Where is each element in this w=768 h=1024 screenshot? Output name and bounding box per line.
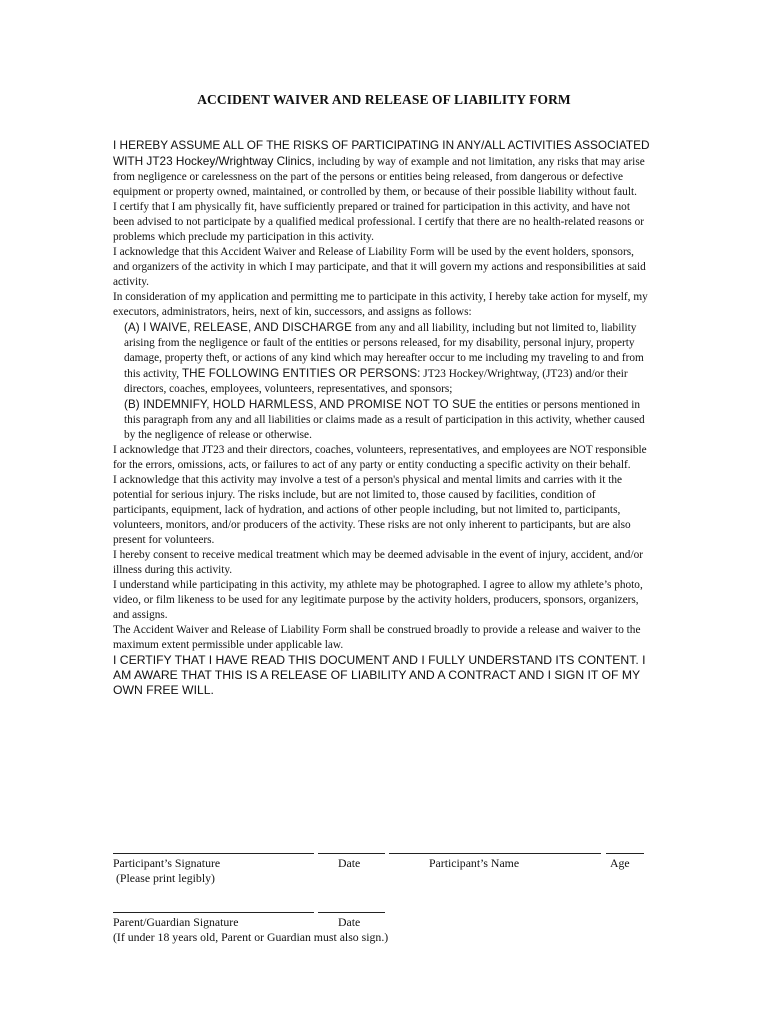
paragraph-construed-broadly: The Accident Waiver and Release of Liability Form shall be construed broadly to provide a release and waiver to the maximum extent permissible under applicable law. [113,624,641,651]
paragraph-not-responsible: I acknowledge that JT23 and their directors, coaches, volunteers, representatives, and employees are NOT responsible for the errors, omissions, acts, or failures to act of any party or entity conducting a specific activity on their behalf. [113,444,647,471]
guardian-signature-label: Parent/Guardian Signature [113,915,239,929]
participant-signature-label: Participant’s Signature [113,856,221,870]
paragraph-certification: I CERTIFY THAT I HAVE READ THIS DOCUMENT AND I FULLY UNDERSTAND ITS CONTENT. I AM AWARE THAT THIS IS A RELEASE OF LIABILITY AND A CONTRACT AND I SIGN IT OF MY OWN FREE WILL. [113,653,646,697]
document-title: ACCIDENT WAIVER AND RELEASE OF LIABILITY FORM [197,92,571,107]
waiver-body [113,138,653,698]
paragraph-physically-fit: I certify that I am physically fit, have sufficiently prepared or trained for participation in this activity, and have not been advised to not participate by a qualified medical professional. I certify that there are no health-related reasons or problems which preclude my participation in this activity. [113,201,645,243]
participant-age-label: Age [610,856,630,870]
paragraph-assume-risks [113,138,653,200]
guardian-date-label: Date [338,915,361,929]
participant-date-line[interactable] [318,853,385,854]
indemnify-text: the entities or persons mentioned in this paragraph from any and all liabilities or claims made as a result of participation in this activity, whether caused by the negligence of release or otherwise. [124,399,645,441]
waive-release-text: from any and all liability, including but not limited to, liability arising from the negligence or fault of the entities or persons released, for my disability, personal injury, property damage, property theft, or actions of any kind which may hereafter occur to me including my traveling to and from this activity, [124,322,644,380]
participant-date-label: Date [338,856,361,870]
paragraph-photo-release: I understand while participating in this activity, my athlete may be photographed. I agree to allow my athlete’s photo, video, or film likeness to be used for any legitimate purpose by the activity holders, producers, sponsors, organizers, and assigns. [113,579,643,621]
print-legibly-note: (Please print legibly) [116,871,215,885]
paragraph-medical-consent: I hereby consent to receive medical treatment which may be deemed advisable in the event of injury, accident, and/or illness during this activity. [113,549,644,576]
paragraph-indemnify [113,397,653,443]
assume-risks-text: including by way of example and not limitation, any risks that may arise from negligence or carelessness on the part of the persons or entities being released, from dangerous or defective equipment or property owned, maintained, or controlled by them, or because of their possible liability without fault. [113,156,645,198]
waive-release-lead: (A) I WAIVE, RELEASE, AND DISCHARGE [124,321,352,334]
participant-signature-line[interactable] [113,853,314,854]
participant-age-line[interactable] [606,853,644,854]
guardian-signature-line[interactable] [113,912,314,913]
assume-risks-lead: I HEREBY ASSUME ALL OF THE RISKS OF PARTICIPATING IN ANY/ALL ACTIVITIES ASSOCIATED WITH JT23 Hockey/Wrightway Clinics, [113,138,650,168]
paragraph-acknowledge-usage: I acknowledge that this Accident Waiver and Release of Liability Form will be used by the event holders, sponsors, and organizers of the activity in which I may participate, and that it will govern my actions and responsibilities at said activity. [113,246,646,288]
following-entities-caps: THE FOLLOWING ENTITIES OR PERSONS: [181,367,421,380]
paragraph-consideration: In consideration of my application and permitting me to participate in this activity, I hereby take action for myself, my executors, administrators, heirs, next of kin, successors, and assigns as follows: [113,291,648,318]
indemnify-lead: (B) INDEMNIFY, HOLD HARMLESS, AND PROMISE NOT TO SUE [124,398,477,411]
guardian-required-note: (If under 18 years old, Parent or Guardian must also sign.) [113,930,389,944]
paragraph-physical-limits: I acknowledge that this activity may involve a test of a person's physical and mental limits and carries with it the potential for serious injury. The risks include, but are not limited to, those caused by facilities, condition of participants, equipment, lack of hydration, and actions of other people including, but not limited to, participants, volunteers, monitors, and/or producers of the activity. These risks are not only inherent to participants, but are also present for volunteers. [113,474,631,546]
paragraph-waive-release [113,320,653,397]
guardian-date-line[interactable] [318,912,385,913]
waive-release-entities: JT23 Hockey/Wrightway, (JT23) and/or their directors, coaches, employees, volunteers, representatives, and sponsors; [124,368,628,395]
participant-name-line[interactable] [389,853,601,854]
participant-name-label: Participant’s Name [429,856,520,870]
